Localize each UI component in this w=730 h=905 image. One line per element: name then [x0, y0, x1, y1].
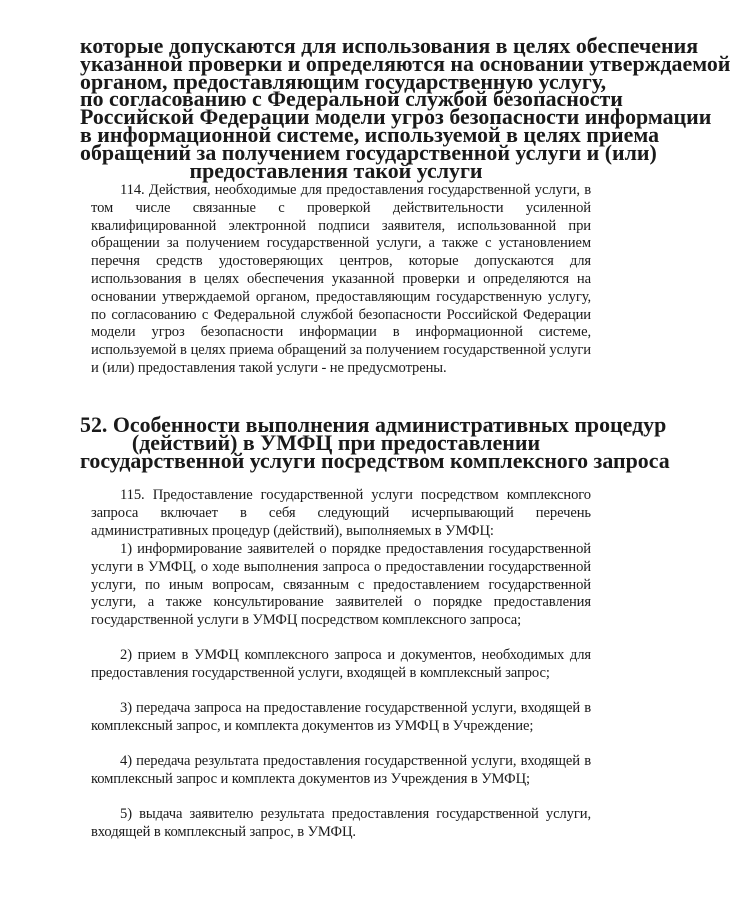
- heading-line: органом, предоставляющим государственную услугу,: [80, 68, 607, 94]
- heading-line: обращений за получением государственной услуги и (или): [80, 139, 657, 165]
- heading-line: указанной проверки и определяются на основании утверждаемой: [80, 50, 730, 76]
- list-item-3: 3) передача запроса на предоставление государственной услуги, входящей в комплексный запрос, и комплекта документов из УМФЦ в Учреждение;: [91, 700, 591, 734]
- list-item-1: 1) информирование заявителей о порядке предоставления государственной услуги в УМФЦ, о ходе выполнения запроса о предоставлении государственной услуги, по иным вопросам, связанным с предоставлением государственной услуги, а также консультирование заявителей о порядке предоставления государственной услуги в УМФЦ посредством комплексного запроса;: [91, 541, 591, 629]
- list-item-4: 4) передача результата предоставления государственной услуги, входящей в комплексный запрос и комплекта документов из Учреждения в УМФЦ;: [91, 753, 591, 787]
- list-item-2: 2) прием в УМФЦ комплексного запроса и документов, необходимых для предоставления государственной услуги, входящей в комплексный запрос;: [91, 647, 591, 681]
- heading-line: по согласованию с Федеральной службой безопасности: [80, 86, 623, 112]
- section-52-heading: [80, 412, 670, 473]
- heading-line: Российской Федерации модели угроз безопасности информации: [80, 104, 712, 130]
- heading-model-threats: [80, 33, 730, 183]
- list-item-5: 5) выдача заявителю результата предоставления государственной услуги, входящей в комплексный запрос, в УМФЦ.: [91, 806, 591, 840]
- heading-line: предоставления такой услуги: [189, 157, 483, 183]
- heading-line: которые допускаются для использования в целях обеспечения: [80, 33, 699, 58]
- heading-line: в информационной системе, используемой в целях приема: [80, 121, 660, 147]
- heading-line: 52. Особенности выполнения административных процедур: [80, 412, 667, 437]
- paragraph-114: 114. Действия, необходимые для предоставления государственной услуги, в том числе связанные с проверкой действительности усиленной квалифицированной электронной подписи заявителя, использованной при обращении за получением государственной услуги, а также с установлением перечня средств удостоверяющих центров, которые допускаются для использования в целях обеспечения указанной проверки и определяются на основании утверждаемой органом, предоставляющим государственную услугу, по согласованию с Федеральной службой безопасности Российской Федерации модели угроз безопасности информации в информационной системе, используемой в целях приема обращений за получением государственной услуги и (или) предоставления такой услуги - не предусмотрены.: [91, 182, 591, 376]
- heading-line: государственной услуги посредством комплексного запроса: [80, 447, 670, 473]
- heading-line: (действий) в УМФЦ при предоставлении: [131, 429, 541, 455]
- paragraph-115: 115. Предоставление государственной услуги посредством комплексного запроса включает в себя следующий исчерпывающий перечень административных процедур (действий), выполняемых в УМФЦ:: [91, 487, 591, 539]
